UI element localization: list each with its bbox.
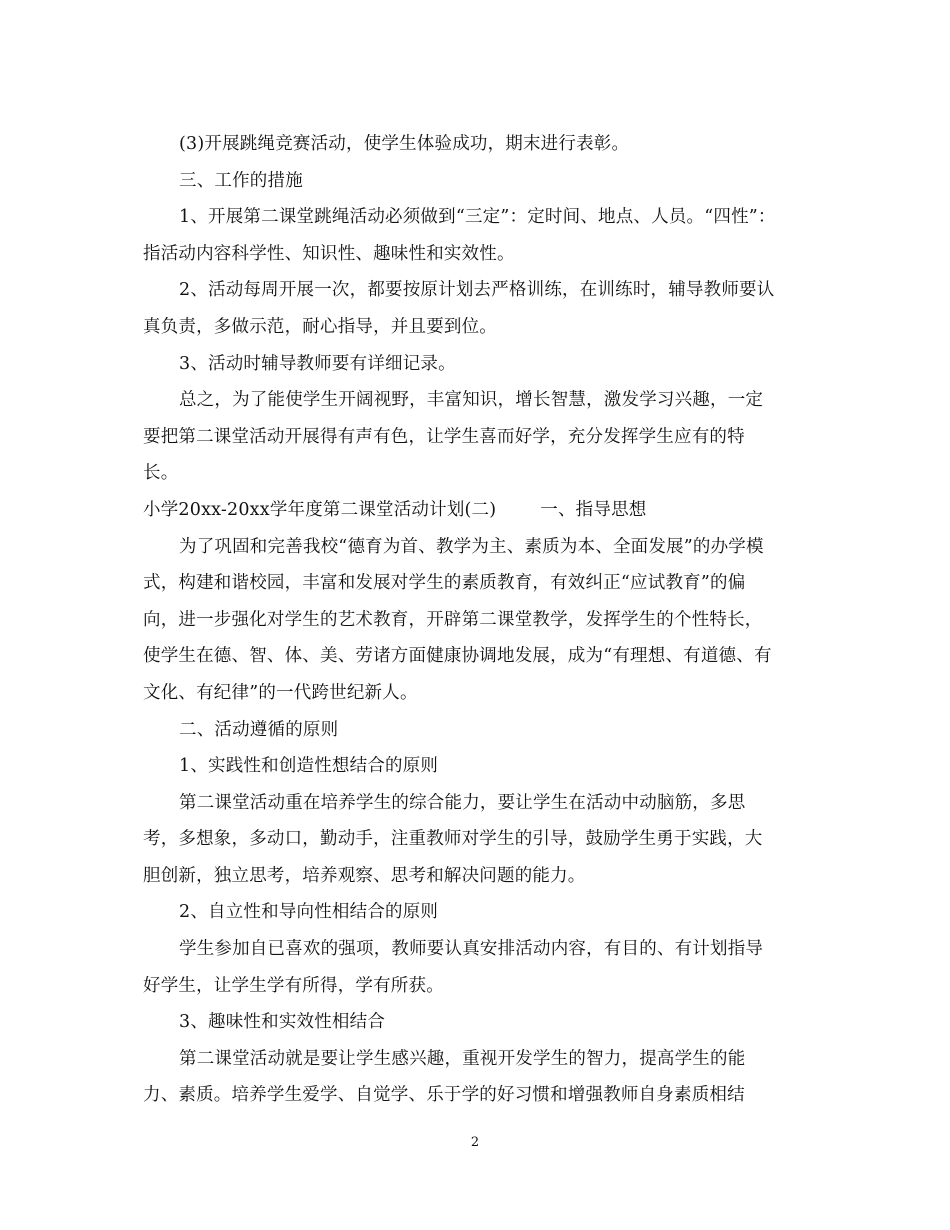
paragraph-line: 好学生，让学生学有所得，学有所获。: [143, 975, 444, 996]
paragraph-line: 3、活动时辅导教师要有详细记录。: [179, 353, 456, 374]
paragraph-line: 文化、有纪律”的一代跨世纪新人。: [143, 682, 418, 703]
paragraph-line: 第二课堂活动就是要让学生感兴趣，重视开发学生的智力，提高学生的能: [179, 1048, 746, 1069]
paragraph-line: 1、开展第二课堂跳绳活动必须做到“三定”：定时间、地点、人员。“四性”：: [179, 207, 776, 228]
paragraph-line: 为了巩固和完善我校“德育为首、教学为主、素质为本、全面发展”的办学模: [179, 536, 764, 557]
paragraph-line: 胆创新，独立思考，培养观察、思考和解决问题的能力。: [143, 865, 586, 886]
document-body: [143, 126, 805, 1114]
document-title: 小学20xx-20xx学年度第二课堂活动计划(二): [143, 499, 497, 520]
title-line: [143, 492, 805, 529]
section-heading: 二、活动遵循的原则: [179, 719, 339, 740]
subsection-heading: 2、自立性和导向性相结合的原则: [179, 902, 439, 923]
paragraph-line: 第二课堂活动重在培养学生的综合能力，要让学生在活动中动脑筋，多思: [179, 792, 746, 813]
paragraph-line: 指活动内容科学性、知识性、趣味性和实效性。: [143, 243, 515, 264]
paragraph-line: 向，进一步强化对学生的艺术教育，开辟第二课堂教学，发挥学生的个性特长，: [143, 609, 763, 630]
section-heading: 三、工作的措施: [179, 170, 303, 191]
paragraph-line: 要把第二课堂活动开展得有声有色，让学生喜而好学，充分发挥学生应有的特: [143, 426, 745, 447]
paragraph-line: 力、素质。培养学生爱学、自觉学、乐于学的好习惯和增强教师自身素质相结: [143, 1085, 745, 1106]
paragraph-line: 考，多想象，多动口，勤动手，注重教师对学生的引导，鼓励学生勇于实践，大: [143, 829, 763, 850]
paragraph-line: 式，构建和谐校园，丰富和发展对学生的素质教育，有效纠正“应试教育”的偏: [143, 573, 746, 594]
paragraph-line: 真负责，多做示范，耐心指导，并且要到位。: [143, 316, 497, 337]
paragraph-line: 总之，为了能使学生开阔视野，丰富知识，增长智慧，激发学习兴趣，一定: [179, 390, 764, 411]
subsection-heading: 3、趣味性和实效性相结合: [179, 1012, 386, 1033]
paragraph-line: 长。: [143, 463, 179, 484]
paragraph-line: 2、活动每周开展一次，都要按原计划去严格训练，在训练时，辅导教师要认: [179, 280, 775, 301]
page-number: 2: [470, 1135, 480, 1150]
paragraph-line: (3)开展跳绳竞赛活动，使学生体验成功，期末进行表彰。: [179, 134, 630, 154]
section-heading: 一、指导思想: [540, 499, 647, 520]
paragraph-line: 使学生在德、智、体、美、劳诸方面健康协调地发展，成为“有理想、有道德、有: [143, 646, 772, 667]
subsection-heading: 1、实践性和创造性想结合的原则: [179, 756, 439, 777]
paragraph-line: 学生参加自已喜欢的强项，教师要认真安排活动内容，有目的、有计划指导: [179, 939, 764, 960]
